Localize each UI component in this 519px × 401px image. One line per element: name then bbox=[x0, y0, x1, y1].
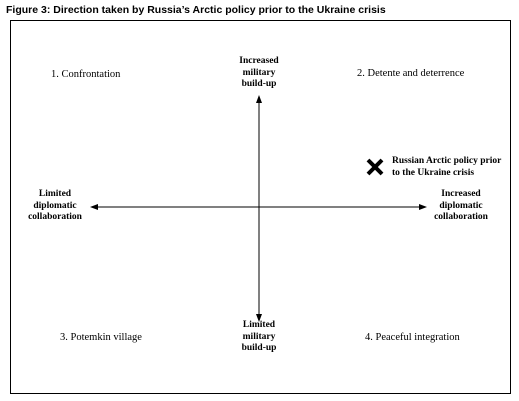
arrow-up-icon bbox=[256, 95, 262, 103]
axis-label-left: Limited diplomatic collaboration bbox=[28, 189, 82, 222]
marker-label: Russian Arctic policy prior to the Ukraine crisis bbox=[392, 156, 502, 178]
quadrant-detente: 2. Detente and deterrence bbox=[357, 68, 465, 79]
axis-label-right: Increased diplomatic collaboration bbox=[434, 189, 488, 222]
quadrant-confrontation: 1. Confrontation bbox=[51, 69, 121, 80]
quadrant-peaceful-integration: 4. Peaceful integration bbox=[365, 332, 460, 343]
quadrant-potemkin: 3. Potemkin village bbox=[60, 332, 142, 343]
axis-label-top: Increased military build-up bbox=[239, 56, 279, 89]
figure-title: Figure 3: Direction taken by Russia’s Arctic policy prior to the Ukraine crisis bbox=[6, 4, 386, 16]
cross-icon bbox=[368, 160, 382, 174]
axis-label-bottom: Limited military build-up bbox=[241, 320, 277, 353]
